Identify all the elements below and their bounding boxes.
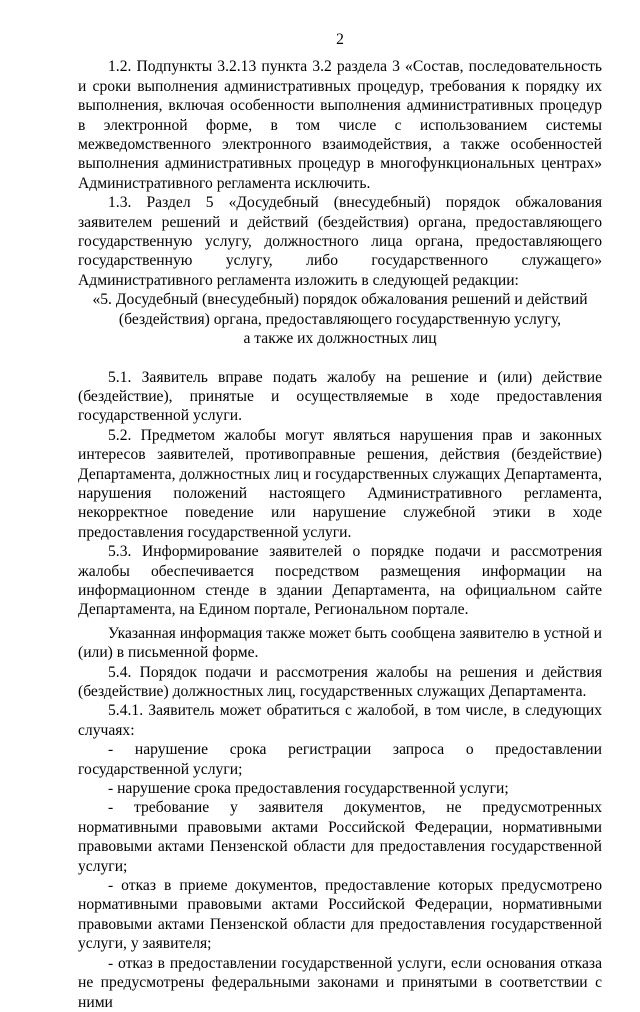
list-item: - требование у заявителя документов, не предусмотренных нормативными правовыми актами Российской Федерации, нормативными правовыми актами Пензенской области для предоставления государственной услуги;	[78, 799, 602, 875]
list-item: - нарушение срока предоставления государственной услуги;	[108, 780, 509, 798]
paragraph-5-2: 5.2. Предметом жалобы могут являться нарушения прав и законных интересов заявителей, противоправные решения, действия (бездействие) Департамента, должностных лиц и государственных служащих Департамента, нарушения положений настоящего Административного регламента, некорректное поведение или нарушение служебной этики в ходе предоставления государственной услуги.	[78, 426, 602, 541]
list-item: - нарушение срока регистрации запроса о предоставлении государственной услуги;	[78, 741, 602, 778]
list-item: - отказ в приеме документов, предоставление которых предусмотрено нормативными правовыми актами Российской Федерации, нормативными правовыми актами Пензенской области для предоставления государственной услуги, у заявителя;	[78, 877, 602, 953]
paragraph-1-2: 1.2. Подпункты 3.2.13 пункта 3.2 раздела 3 «Состав, последовательность и сроки выполнения административных процедур, требования к порядку их выполнения, включая особенности выполнения административных процедур в электронной форме, в том числе с использованием системы межведомственного электронного взаимодействия, а также особенностей выполнения административных процедур в многофункциональных центрах» Административного регламента исключить.	[78, 58, 602, 192]
page-number: 2	[336, 31, 344, 48]
document-page	[78, 30, 602, 1012]
paragraph-5-4: 5.4. Порядок подачи и рассмотрения жалобы на решения и действия (бездействие) должностных лиц, государственных служащих Департамента.	[78, 663, 602, 700]
paragraph-5-4-1: 5.4.1. Заявитель может обратиться с жалобой, в том числе, в следующих случаях:	[78, 702, 602, 739]
paragraph-5-1: 5.1. Заявитель вправе подать жалобу на решение и (или) действие (бездействие), принятые и осуществляемые в ходе предоставления государственной услуги.	[78, 368, 602, 425]
section-heading-line: а также их должностных лиц	[243, 330, 437, 348]
paragraph-info-note: Указанная информация также может быть сообщена заявителю в устной и (или) в письменной форме.	[78, 624, 602, 662]
list-item: - отказ в предоставлении государственной услуги, если основания отказа не предусмотрены федеральными законами и принятыми в соответствии с ними	[78, 954, 602, 1011]
paragraph-1-3: 1.3. Раздел 5 «Досудебный (внесудебный) порядок обжалования заявителем решений и действий (бездействия) органа, предоставляющего государственную услугу, должностного лица органа, предоставляющего государственную услугу, либо государственного служащего» Административного регламента изложить в следующей редакции:	[78, 194, 602, 289]
section-heading-line: «5. Досудебный (внесудебный) порядок обжалования решений и действий	[92, 291, 588, 309]
section-heading-line: (бездействия) органа, предоставляющего государственную услугу,	[118, 310, 562, 328]
paragraph-5-3: 5.3. Информирование заявителей о порядке подачи и рассмотрения жалобы обеспечивается посредством размещения информации на информационном стенде в здании Департамента, на официальном сайте Департамента, на Едином портале, Региональном портале.	[78, 543, 602, 619]
section-heading	[78, 290, 602, 348]
